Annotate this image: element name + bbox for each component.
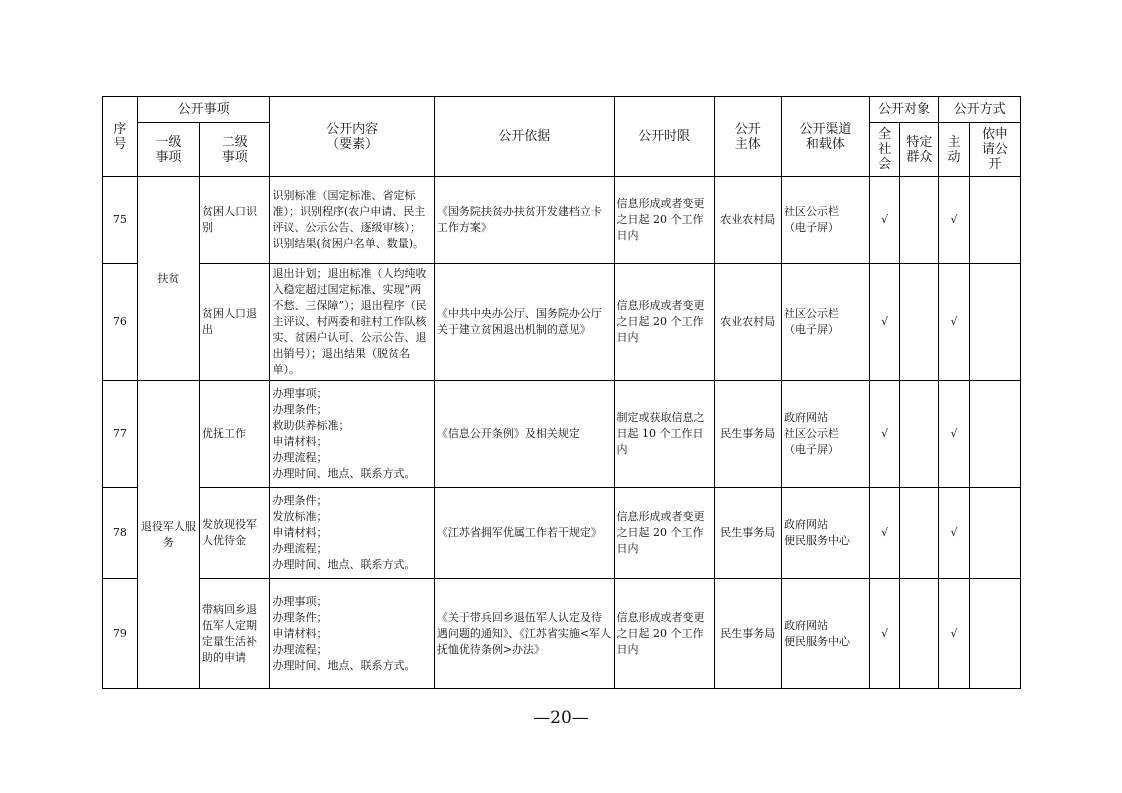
subject-cell: 民生事务局	[714, 381, 781, 488]
content-cell: 办理事项； 办理条件； 申请材料； 办理流程； 办理时间、地点、联系方式。	[270, 579, 434, 689]
target-specific-check	[900, 177, 939, 264]
header-target-group: 公开对象	[869, 97, 938, 123]
target-specific-check	[900, 264, 939, 381]
channel-cell: 政府网站 便民服务中心	[782, 579, 870, 689]
mode-active-check: √	[939, 177, 970, 264]
target-specific-check	[900, 488, 939, 579]
mode-apply-check	[969, 264, 1020, 381]
header-level2: 二级 事项	[199, 123, 269, 177]
channel-cell: 社区公示栏 （电子屏）	[782, 177, 870, 264]
mode-active-check: √	[939, 381, 970, 488]
header-target-all: 全 社 会	[869, 123, 900, 177]
header-level1: 一级 事项	[137, 123, 199, 177]
content-cell: 办理事项； 办理条件； 救助供养标准； 申请材料； 办理流程； 办理时间、地点、联系方式。	[270, 381, 434, 488]
mode-active-check: √	[939, 488, 970, 579]
level1-item: 退役军人服务	[137, 381, 199, 689]
row-number: 76	[103, 264, 138, 381]
target-specific-check	[900, 579, 939, 689]
mode-apply-check	[969, 579, 1020, 689]
target-all-check: √	[869, 488, 900, 579]
target-all-check: √	[869, 381, 900, 488]
deadline-cell: 信息形成或者变更之日起 20 个工作日内	[614, 177, 714, 264]
row-number: 78	[103, 488, 138, 579]
row-number: 77	[103, 381, 138, 488]
target-all-check: √	[869, 177, 900, 264]
level2-item: 带病回乡退伍军人定期定量生活补助的申请	[199, 579, 269, 689]
channel-cell: 政府网站 便民服务中心	[782, 488, 870, 579]
content-cell: 退出计划；退出标准（人均纯收入稳定超过国定标准、实现“两不愁、三保障”）；退出程序（民主评议、村两委和驻村工作队核实、贫困户认可、公示公告、退出销号）；退出结果（脱贫名单）。	[270, 264, 434, 381]
mode-active-check: √	[939, 264, 970, 381]
header-channel: 公开渠道 和载体	[782, 97, 870, 177]
subject-cell: 农业农村局	[714, 264, 781, 381]
deadline-cell: 信息形成或者变更之日起 20 个工作日内	[614, 264, 714, 381]
deadline-cell: 制定或获取信息之日起 10 个工作日内	[614, 381, 714, 488]
target-specific-check	[900, 381, 939, 488]
header-mode-group: 公开方式	[939, 97, 1021, 123]
mode-apply-check	[969, 488, 1020, 579]
table-row	[103, 381, 1021, 488]
subject-cell: 民生事务局	[714, 579, 781, 689]
channel-cell: 政府网站 社区公示栏 （电子屏）	[782, 381, 870, 488]
level2-item: 贫困人口识别	[199, 177, 269, 264]
basis-cell: 《信息公开条例》及相关规定	[434, 381, 614, 488]
content-cell: 办理条件； 发放标准； 申请材料； 办理流程； 办理时间、地点、联系方式。	[270, 488, 434, 579]
disclosure-table	[102, 96, 1021, 689]
header-target-specific: 特定 群众	[900, 123, 939, 177]
row-number: 75	[103, 177, 138, 264]
page-number: —20—	[533, 708, 589, 728]
header-subject: 公开 主体	[714, 97, 781, 177]
header-deadline: 公开时限	[614, 97, 714, 177]
basis-cell: 《江苏省拥军优属工作若干规定》	[434, 488, 614, 579]
table-row	[103, 264, 1021, 381]
subject-cell: 民生事务局	[714, 488, 781, 579]
mode-apply-check	[969, 381, 1020, 488]
table-row	[103, 579, 1021, 689]
deadline-cell: 信息形成或者变更之日起 20 个工作日内	[614, 488, 714, 579]
table-row	[103, 488, 1021, 579]
deadline-cell: 信息形成或者变更之日起 20 个工作日内	[614, 579, 714, 689]
level2-item: 发放现役军人优待金	[199, 488, 269, 579]
header-seq: 序 号	[103, 97, 138, 177]
level2-item: 贫困人口退出	[199, 264, 269, 381]
basis-cell: 《关于带兵回乡退伍军人认定及待遇问题的通知》、《江苏省实施<军人抚恤优待条例>办法》	[434, 579, 614, 689]
subject-cell: 农业农村局	[714, 177, 781, 264]
channel-cell: 社区公示栏 （电子屏）	[782, 264, 870, 381]
target-all-check: √	[869, 264, 900, 381]
level2-item: 优抚工作	[199, 381, 269, 488]
target-all-check: √	[869, 579, 900, 689]
header-items-group: 公开事项	[137, 97, 270, 123]
table-header	[103, 97, 1021, 177]
table-row	[103, 177, 1021, 264]
row-number: 79	[103, 579, 138, 689]
header-mode-active: 主 动	[939, 123, 970, 177]
basis-cell: 《中共中央办公厅、国务院办公厅关于建立贫困退出机制的意见》	[434, 264, 614, 381]
header-mode-apply: 依申 请公 开	[969, 123, 1020, 177]
content-cell: 识别标准（国定标准、省定标准）；识别程序(农户申请、民主评议、公示公告、逐级审核）；识别结果(贫困户名单、数量)。	[270, 177, 434, 264]
header-content: 公开内容 （要素）	[270, 97, 434, 177]
level1-item: 扶贫	[137, 177, 199, 381]
header-basis: 公开依据	[434, 97, 614, 177]
mode-active-check: √	[939, 579, 970, 689]
basis-cell: 《国务院扶贫办扶贫开发建档立卡工作方案》	[434, 177, 614, 264]
mode-apply-check	[969, 177, 1020, 264]
